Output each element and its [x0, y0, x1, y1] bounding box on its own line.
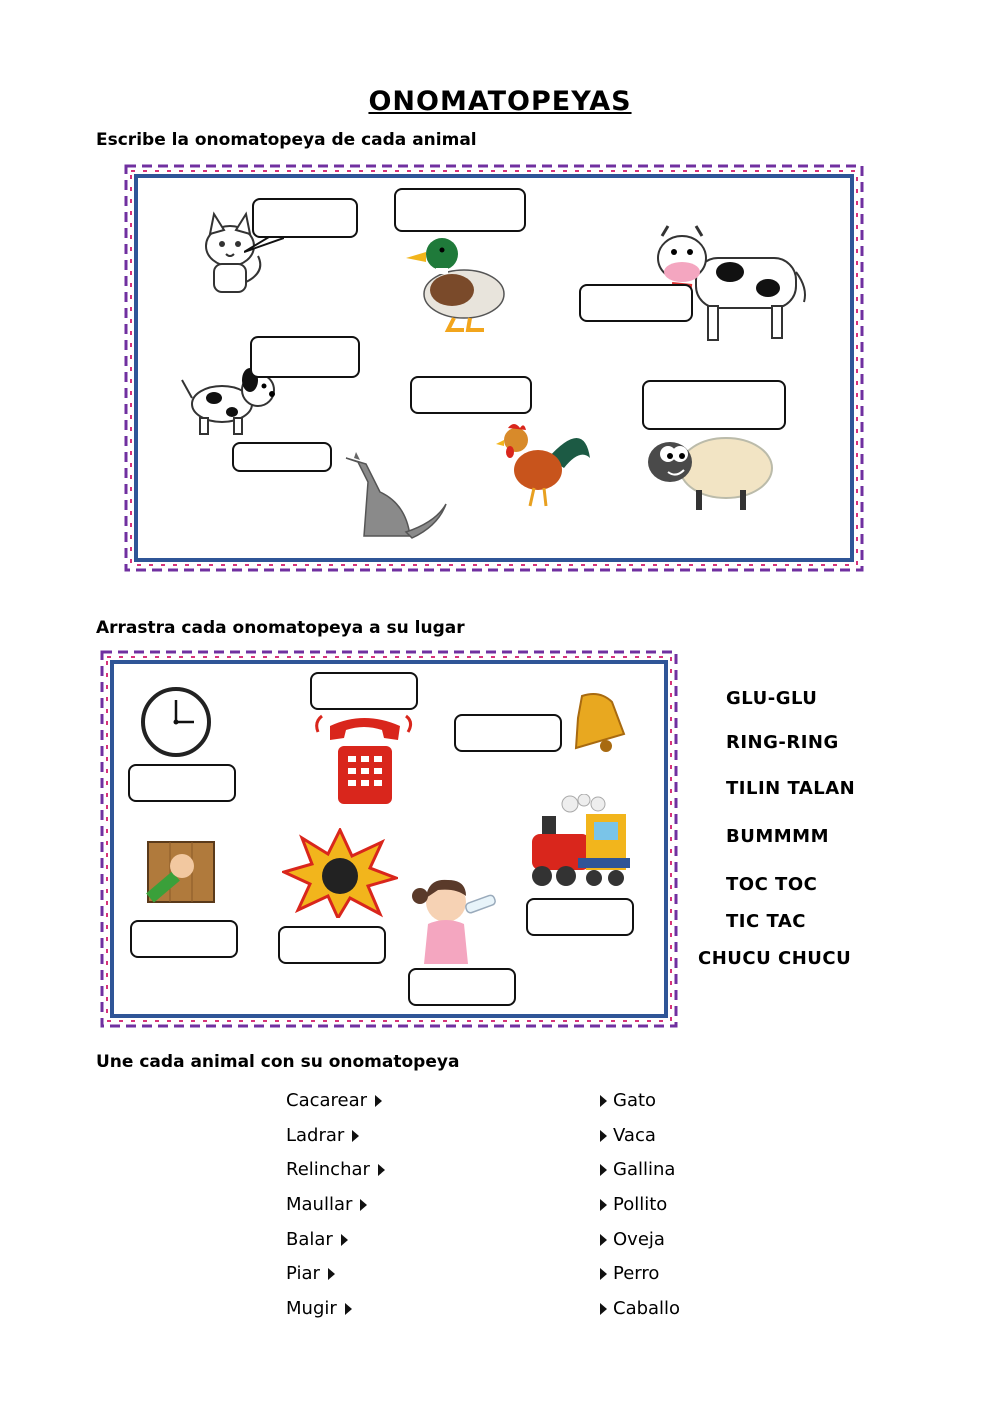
match-right-label: Gato [613, 1090, 657, 1111]
match-right-label: Oveja [613, 1229, 665, 1250]
rooster-icon [494, 418, 594, 510]
match-right-item[interactable] [600, 1229, 665, 1250]
answer-box-cow[interactable] [579, 284, 693, 322]
match-left-item[interactable] [286, 1159, 385, 1180]
train-icon [518, 794, 632, 890]
clock-icon [138, 686, 214, 758]
answer-box-duck[interactable] [394, 188, 526, 232]
play-arrow-icon [600, 1095, 607, 1107]
drop-box-clock[interactable] [128, 764, 236, 802]
match-left-item[interactable] [286, 1298, 352, 1319]
play-arrow-icon [378, 1164, 385, 1176]
play-arrow-icon [600, 1234, 607, 1246]
answer-box-rooster[interactable] [410, 376, 532, 414]
bell-icon [564, 690, 630, 756]
drop-box-bell[interactable] [454, 714, 562, 752]
page-title: ONOMATOPEYAS [368, 86, 632, 117]
match-right-item[interactable] [600, 1159, 675, 1180]
match-right-item[interactable] [600, 1263, 659, 1284]
match-right-label: Caballo [613, 1298, 681, 1319]
drag-word-glu-glu[interactable]: GLU-GLU [726, 688, 818, 709]
answer-box-cat[interactable] [252, 198, 358, 238]
drop-box-telephone[interactable] [310, 672, 418, 710]
match-right-item[interactable] [600, 1125, 656, 1146]
knocking-door-icon [146, 840, 216, 904]
drop-box-train[interactable] [526, 898, 634, 936]
match-left-label: Maullar [286, 1194, 353, 1215]
match-left-label: Mugir [286, 1298, 337, 1319]
section3-title: Une cada animal con su onomatopeya [96, 1052, 460, 1072]
match-left-item[interactable] [286, 1263, 335, 1284]
wolf-icon [336, 452, 452, 540]
answer-box-wolf[interactable] [232, 442, 332, 472]
play-arrow-icon [600, 1199, 607, 1211]
match-left-item[interactable] [286, 1090, 382, 1111]
match-right-item[interactable] [600, 1090, 656, 1111]
play-arrow-icon [375, 1095, 382, 1107]
match-right-label: Vaca [613, 1125, 656, 1146]
match-right-label: Perro [613, 1263, 660, 1284]
girl-drinking-icon [408, 872, 508, 966]
explosion-icon [282, 828, 398, 918]
drag-word-bummmm[interactable]: BUMMMM [726, 826, 829, 847]
match-right-item[interactable] [600, 1194, 667, 1215]
match-left-label: Cacarear [286, 1090, 368, 1111]
play-arrow-icon [600, 1303, 607, 1315]
match-left-label: Piar [286, 1263, 320, 1284]
answer-box-dog[interactable] [250, 336, 360, 378]
telephone-icon [312, 712, 418, 808]
match-left-label: Balar [286, 1229, 333, 1250]
drop-box-explosion[interactable] [278, 926, 386, 964]
sheep-icon [640, 428, 780, 514]
match-left-label: Ladrar [286, 1125, 345, 1146]
section1-title: Escribe la onomatopeya de cada animal [96, 130, 477, 150]
match-right-label: Pollito [613, 1194, 668, 1215]
match-right-item[interactable] [600, 1298, 680, 1319]
duck-icon [402, 230, 510, 336]
drag-word-ring-ring[interactable]: RING-RING [726, 732, 839, 753]
drag-word-tilin-talan[interactable]: TILIN TALAN [726, 778, 856, 799]
match-left-item[interactable] [286, 1125, 359, 1146]
play-arrow-icon [600, 1164, 607, 1176]
play-arrow-icon [328, 1268, 335, 1280]
match-right-label: Gallina [613, 1159, 676, 1180]
drop-box-door[interactable] [130, 920, 238, 958]
drop-box-girl[interactable] [408, 968, 516, 1006]
play-arrow-icon [341, 1234, 348, 1246]
drag-word-chucu-chucu[interactable]: CHUCU CHUCU [698, 948, 852, 969]
play-arrow-icon [345, 1303, 352, 1315]
answer-box-sheep[interactable] [642, 380, 786, 430]
play-arrow-icon [600, 1130, 607, 1142]
drag-word-tic-tac[interactable]: TIC TAC [726, 911, 806, 932]
play-arrow-icon [360, 1199, 367, 1211]
drag-word-toc-toc[interactable]: TOC TOC [726, 874, 818, 895]
match-left-item[interactable] [286, 1229, 348, 1250]
play-arrow-icon [352, 1130, 359, 1142]
match-left-item[interactable] [286, 1194, 367, 1215]
play-arrow-icon [600, 1268, 607, 1280]
match-left-label: Relinchar [286, 1159, 370, 1180]
section2-title: Arrastra cada onomatopeya a su lugar [96, 618, 465, 638]
